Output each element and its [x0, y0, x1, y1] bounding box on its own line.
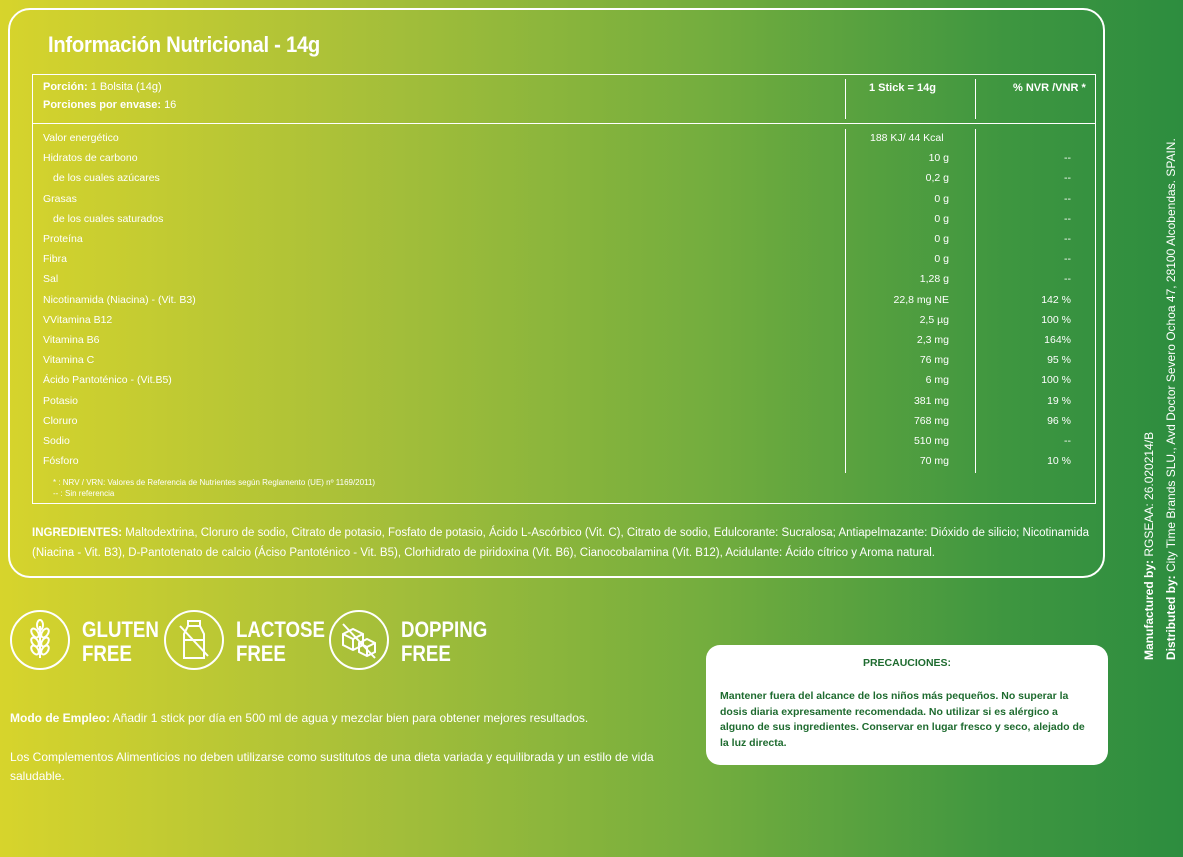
- usage-label: Modo de Empleo:: [10, 711, 110, 725]
- nutrient-name: Valor energético: [43, 132, 119, 144]
- nutrient-amount: 0 g: [934, 233, 949, 245]
- nutrient-nrv: --: [1064, 253, 1071, 266]
- table-row: [33, 230, 1095, 250]
- nutrient-nrv: 96 %: [1047, 414, 1071, 427]
- usage-instructions: [10, 711, 588, 725]
- nutrient-amount: 76 mg: [919, 354, 949, 367]
- table-row: [33, 351, 1095, 371]
- table-header: [33, 75, 1095, 124]
- nutrient-name: VVitamina B12: [43, 313, 113, 326]
- table-row: [33, 311, 1095, 331]
- table-row: [33, 250, 1095, 270]
- table-notes: [53, 477, 375, 499]
- distributed-label: Distributed by:: [1164, 575, 1178, 660]
- nutrient-name: Fósforo: [43, 455, 79, 468]
- table-row: [33, 452, 1095, 472]
- nutrient-nrv: --: [1064, 435, 1071, 447]
- nutrient-name: Nicotinamida (Niacina) - (Vit. B3): [43, 293, 196, 306]
- nutrition-panel: [8, 8, 1105, 578]
- portion-value: 1 Bolsita (14g): [90, 81, 162, 93]
- nutrient-nrv: --: [1064, 212, 1071, 225]
- servings-line: [43, 99, 176, 111]
- precautions-box: [706, 645, 1108, 765]
- table-row: [33, 210, 1095, 230]
- badge-line-1: LACTOSE: [236, 617, 326, 642]
- distributed-value: City Time Brands SLU., Avd Doctor Severo Ochoa 47, 28100 Alcobendas. SPAIN.: [1164, 138, 1178, 576]
- nutrient-amount: 188 KJ/ 44 Kcal: [870, 132, 944, 144]
- badge-line-2: FREE: [82, 641, 132, 666]
- nutrient-name: Fibra: [43, 253, 67, 266]
- wheat-icon: [10, 610, 70, 670]
- nutrient-name: Cloruro: [43, 414, 78, 427]
- table-row: [33, 331, 1095, 351]
- amount-column-header: 1 Stick = 14g: [869, 82, 936, 94]
- nutrient-nrv: --: [1064, 152, 1071, 165]
- badge-line-2: FREE: [236, 641, 286, 666]
- nutrient-name: Sodio: [43, 435, 70, 447]
- nutrient-amount: 768 mg: [913, 414, 949, 427]
- nutrient-amount: 22,8 mg NE: [893, 293, 949, 306]
- usage-text: Añadir 1 stick por día en 500 ml de agua y mezclar bien para obtener mejores resultados.: [110, 711, 589, 725]
- nutrient-amount: 70 mg: [919, 455, 949, 468]
- nutrient-amount: 0,2 g: [925, 172, 949, 185]
- nutrient-name: Ácido Pantoténico - (Vit.B5): [43, 374, 172, 387]
- header-divider-2: [975, 79, 976, 119]
- table-row: [33, 270, 1095, 290]
- table-row: [33, 291, 1095, 311]
- nutrient-nrv: 95 %: [1047, 354, 1071, 367]
- note-no-reference: -- : Sin referencia: [53, 489, 115, 498]
- sugar-cubes-icon: [329, 610, 389, 670]
- distributed-by: [1160, 0, 1182, 660]
- portion-label: Porción:: [43, 81, 88, 93]
- lactose-free-text: [236, 618, 325, 666]
- badge-line-1: DOPPING: [401, 617, 488, 642]
- nutrient-amount: 0 g: [934, 212, 949, 225]
- nutrient-amount: 381 mg: [913, 394, 949, 407]
- nutrient-nrv: 142 %: [1041, 293, 1071, 306]
- nutrient-amount: 2,5 µg: [919, 313, 949, 326]
- ingredients-text: Maltodextrina, Cloruro de sodio, Citrato de potasio, Fosfato de potasio, Ácido L-Ascórbico (Vit. C), Citrato de sodio, Edulcorante: Sucralosa; Antiapelmazante: Dióxido de silicio; Nicotinamida (Niacina - Vit. B3), D-Pantotenato de calcio (Áciso Pantoténico - Vit. B5), Clorhidrato de piridoxina (Vit. B6), Cianocobalamina (Vit. B12), Acidulante: Ácido cítrico y Aroma natural.: [32, 527, 1090, 559]
- nrv-column-header: % NVR /VNR *: [1013, 82, 1086, 94]
- servings-label: Porciones por envase:: [43, 99, 161, 111]
- table-row: [33, 190, 1095, 210]
- manufactured-by: [1138, 0, 1160, 660]
- note-nrv: * : NRV / VRN: Valores de Referencia de Nutrientes según Reglamento (UE) nº 1169/2011): [53, 478, 376, 487]
- ingredients: [32, 523, 1092, 563]
- nutrient-amount: 6 mg: [925, 374, 949, 387]
- nutrient-nrv: --: [1064, 233, 1071, 245]
- ingredients-label: INGREDIENTES:: [32, 527, 123, 539]
- milk-bottle-icon: [164, 610, 224, 670]
- nutrient-nrv: --: [1064, 172, 1071, 185]
- nutrient-nrv: 10 %: [1047, 455, 1071, 468]
- nutrient-name: Vitamina C: [43, 354, 95, 367]
- nutrient-name: Sal: [43, 273, 59, 286]
- gluten-free-text: [82, 618, 159, 666]
- header-divider-1: [845, 79, 846, 119]
- nutrient-name: de los cuales azúcares: [53, 172, 160, 185]
- disclaimer: Los Complementos Alimenticios no deben utilizarse como sustitutos de una dieta variada y equilibrada y un estilo de vida saludable.: [10, 750, 654, 783]
- nutrient-amount: 10 g: [928, 152, 949, 165]
- table-row: [33, 149, 1095, 169]
- nutrient-name: Grasas: [43, 192, 77, 205]
- page-title: Información Nutricional - 14g: [48, 32, 321, 57]
- table-row: [33, 129, 1095, 149]
- nutrition-table: [32, 74, 1096, 504]
- table-row: [33, 392, 1095, 412]
- badge-line-1: GLUTEN: [82, 617, 159, 642]
- nutrient-nrv: --: [1064, 273, 1071, 286]
- manufactured-value: RGSEAA: 26.020214/B: [1142, 431, 1156, 560]
- nutrient-name: Proteína: [43, 233, 83, 245]
- precautions-title: PRECAUCIONES:: [862, 657, 952, 669]
- nutrient-nrv: 100 %: [1041, 374, 1071, 387]
- table-row: [33, 432, 1095, 452]
- servings-value: 16: [164, 99, 177, 111]
- side-info: [1138, 0, 1183, 660]
- table-row: [33, 169, 1095, 189]
- table-row: [33, 371, 1095, 391]
- nutrient-amount: 510 mg: [913, 435, 949, 447]
- nutrient-amount: 1,28 g: [919, 273, 949, 286]
- nutrient-nrv: 19 %: [1047, 394, 1071, 407]
- portion-line: [43, 81, 162, 93]
- nutrient-name: Hidratos de carbono: [43, 152, 138, 165]
- nutrient-amount: 0 g: [934, 192, 949, 205]
- badge-line-2: FREE: [401, 641, 451, 666]
- nutrient-amount: 2,3 mg: [916, 334, 949, 346]
- precautions-text: Mantener fuera del alcance de los niños más pequeños. No superar la dosis diaria expresamente recomendada. No utilizar si es alérgico a alguno de sus ingredientes. Conservar en lugar fresco y seco, alejado de la luz directa.: [720, 690, 1085, 749]
- nutrient-name: Vitamina B6: [43, 334, 100, 346]
- manufactured-label: Manufactured by:: [1142, 559, 1156, 660]
- nutrient-nrv: --: [1064, 192, 1071, 205]
- nutrient-amount: 0 g: [934, 253, 949, 266]
- dopping-free-text: [401, 618, 487, 666]
- nutrient-nrv: 164%: [1044, 334, 1071, 346]
- nutrient-name: Potasio: [43, 394, 79, 407]
- nutrient-nrv: 100 %: [1041, 313, 1071, 326]
- nutrient-name: de los cuales saturados: [53, 212, 164, 225]
- table-row: [33, 412, 1095, 432]
